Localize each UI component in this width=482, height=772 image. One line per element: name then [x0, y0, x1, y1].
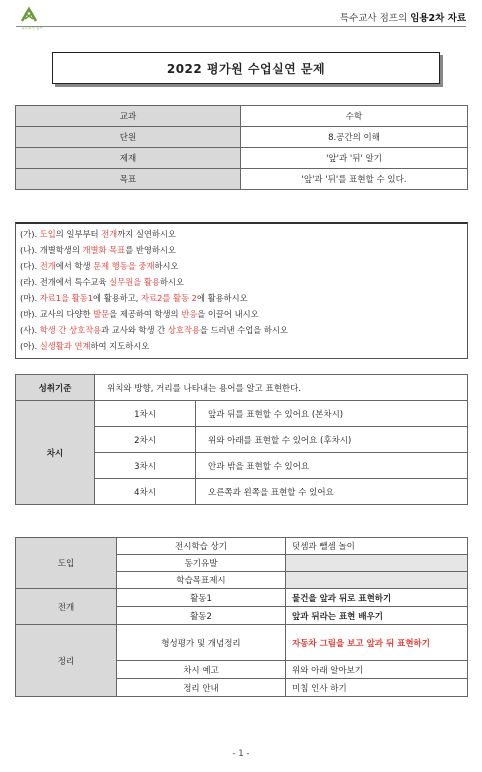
guideline-highlight: 반응 — [181, 309, 198, 319]
lesson-content: 앞과 뒤라는 표현 배우기 — [286, 607, 468, 625]
guideline-text: 을 이끌어 내시오 — [197, 309, 259, 319]
session-number: 1차시 — [95, 401, 196, 427]
lesson-content: 덧셈과 뺄셈 놀이 — [286, 538, 468, 555]
guideline-item — [20, 228, 176, 240]
guideline-item — [20, 244, 176, 256]
guideline-text: 하시오 — [159, 277, 184, 287]
lesson-flow-table — [15, 537, 468, 697]
lesson-stage-dev: 전개 — [16, 589, 117, 625]
guideline-item — [20, 308, 259, 320]
guideline-highlight: 자료2를 활동 2 — [141, 293, 197, 303]
info-key: 목표 — [16, 169, 241, 190]
standards-label: 성취기준 — [16, 375, 95, 401]
guideline-text: 하여 지도하시오 — [90, 341, 150, 351]
lesson-content — [286, 572, 468, 589]
guideline-highlight: 실생활과 연계 — [39, 341, 91, 351]
guideline-text: 의 일부부터 — [55, 229, 102, 239]
session-row — [16, 401, 468, 427]
guideline-highlight: 상호작용 — [167, 325, 200, 335]
guideline-item — [20, 324, 288, 336]
header-title: 특수교사 점프의 임용2차 자료 — [339, 13, 466, 24]
guideline-highlight: 전개 — [39, 261, 56, 271]
lesson-activity: 차시 예고 — [117, 661, 286, 679]
page-number: - 1 - — [232, 749, 250, 759]
guideline-highlight: 문제 행동을 중재 — [93, 261, 155, 271]
guideline-text: (사). — [20, 325, 40, 335]
guideline-text: 에 활용하시오 — [196, 293, 248, 303]
guideline-text: 까지 실연하시오 — [117, 229, 176, 239]
info-value: '앞'과 '뒤' 알기 — [241, 148, 468, 169]
guideline-text: (나). 개별학생의 — [20, 245, 83, 255]
guideline-highlight: 학생 간 상호작용 — [39, 325, 102, 335]
lesson-content: 위와 아래 알아보기 — [286, 661, 468, 679]
lesson-row — [16, 538, 468, 555]
guideline-text: (가). — [20, 229, 40, 239]
lesson-activity: 전시학습 상기 — [117, 538, 286, 555]
guideline-text: (아). — [20, 341, 40, 351]
lesson-stage-intro: 도입 — [16, 538, 117, 589]
guideline-item — [20, 260, 179, 272]
guideline-text: (마). — [20, 293, 40, 303]
guideline-text: 을 제공하여 학생의 — [109, 309, 182, 319]
logo-text: 특수교사 점프 — [21, 26, 43, 30]
lesson-content: 미침 인사 하기 — [286, 679, 468, 697]
session-label: 차시 — [16, 401, 95, 505]
info-value: '앞'과 '뒤'를 표현할 수 있다. — [241, 169, 468, 190]
info-row — [16, 127, 468, 148]
guideline-text: 를 반영하시오 — [125, 245, 176, 255]
session-number: 3차시 — [95, 453, 196, 479]
info-row — [16, 106, 468, 127]
guideline-item — [20, 292, 248, 304]
guideline-text: 에 활용하고, — [93, 293, 142, 303]
guideline-text: (바). 교사의 다양한 — [20, 309, 94, 319]
session-number: 4차시 — [95, 479, 196, 505]
guideline-text: 을 드러낸 수업을 하시오 — [199, 325, 288, 335]
lesson-activity: 동기유발 — [117, 555, 286, 572]
info-key: 제재 — [16, 148, 241, 169]
document-title: 2022 평가원 수업실연 문제 — [52, 52, 440, 84]
session-number: 2차시 — [95, 427, 196, 453]
guideline-highlight: 개별화 목표 — [82, 245, 126, 255]
guideline-text: 하시오 — [154, 261, 179, 271]
guideline-highlight: 실무원을 활용 — [109, 277, 160, 287]
session-description: 앞과 뒤를 표현할 수 있어요 (본차시) — [196, 401, 468, 427]
lesson-row — [16, 589, 468, 607]
lesson-row — [16, 625, 468, 661]
guideline-item — [20, 276, 184, 288]
guideline-text: (다). — [20, 261, 40, 271]
lesson-activity: 학습목표제시 — [117, 572, 286, 589]
info-value: 수학 — [241, 106, 468, 127]
lesson-stage-wrap: 정리 — [16, 625, 117, 697]
guideline-highlight: 발문 — [93, 309, 110, 319]
info-value: 8.공간의 이해 — [241, 127, 468, 148]
guideline-text: 과 교사와 학생 간 — [101, 325, 168, 335]
session-description: 안과 밖을 표현할 수 있어요 — [196, 453, 468, 479]
lesson-activity: 정리 안내 — [117, 679, 286, 697]
lesson-content — [286, 555, 468, 572]
lesson-activity: 형성평가 및 개념정리 — [117, 625, 286, 661]
info-table — [15, 105, 468, 190]
standards-text: 위치와 방향, 거리를 나타내는 용어를 알고 표현한다. — [95, 375, 468, 401]
info-key: 단원 — [16, 127, 241, 148]
info-key: 교과 — [16, 106, 241, 127]
standards-table — [15, 374, 468, 505]
guideline-highlight: 도입 — [39, 229, 56, 239]
page-header — [0, 0, 482, 40]
guideline-text: (라). 전개에서 특수교육 — [20, 277, 110, 287]
session-description: 위와 아래를 표현할 수 있어요 (후차시) — [196, 427, 468, 453]
guideline-item — [20, 340, 149, 352]
lesson-content: 자동차 그림을 보고 앞과 뒤 표현하기 — [286, 625, 468, 661]
info-row — [16, 169, 468, 190]
lesson-content: 물건을 앞과 뒤로 표현하기 — [286, 589, 468, 607]
guideline-highlight: 자료1을 활동1 — [39, 293, 94, 303]
logo-icon — [18, 5, 40, 27]
guideline-text: 에서 학생 — [55, 261, 94, 271]
guideline-highlight: 전개 — [101, 229, 118, 239]
lesson-activity: 활동1 — [117, 589, 286, 607]
lesson-activity: 활동2 — [117, 607, 286, 625]
header-divider — [16, 26, 466, 27]
guidelines-box — [15, 222, 468, 359]
session-description: 오른쪽과 왼쪽을 표현할 수 있어요 — [196, 479, 468, 505]
info-row — [16, 148, 468, 169]
